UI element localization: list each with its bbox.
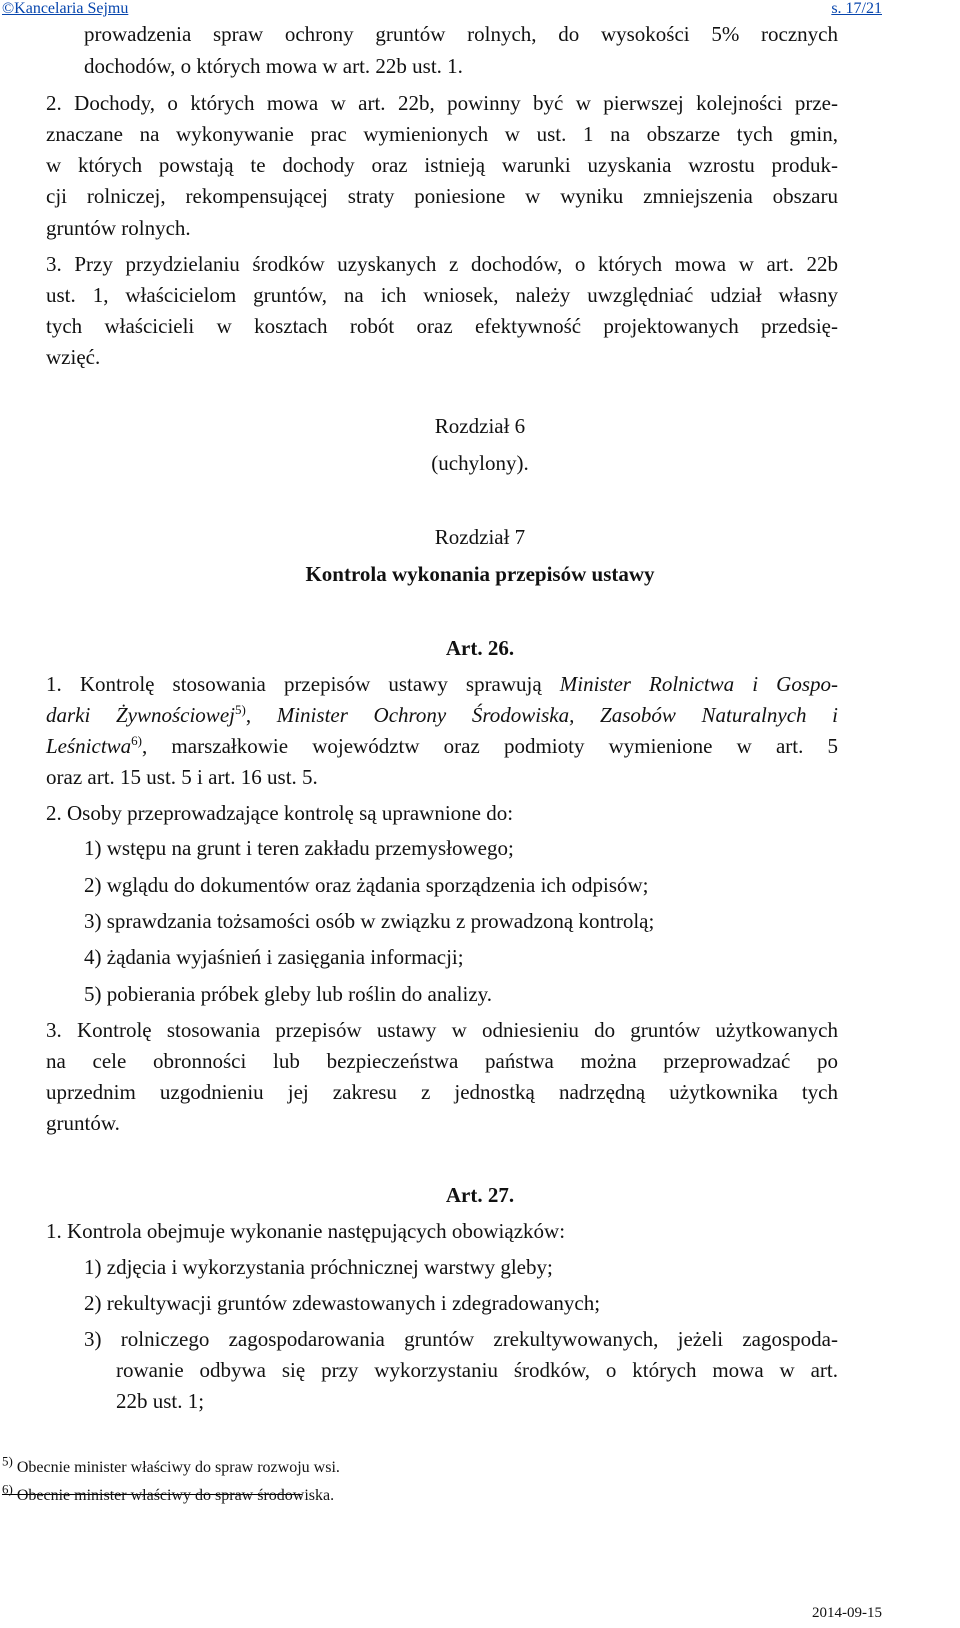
chapter-7-subtitle: Kontrola wykonania przepisów ustawy [305, 562, 655, 586]
art26-p1-line3 [46, 734, 838, 759]
text-run-italic: Minister Rolnictwa i Gospo- [559, 672, 838, 696]
article-26-title: Art. 26. [445, 636, 515, 660]
text-run-italic: darki Żywnościowej [46, 703, 235, 727]
text-line: na cele obronności lub bezpieczeństwa państwa można przeprowadzać po [46, 1049, 838, 1073]
text-run: , marszałkowie województw oraz podmioty wymienione w art. 5 [142, 734, 838, 758]
text-line: gruntów. [46, 1111, 120, 1135]
text-line: dochodów, o których mowa w art. 22b ust. 1. [84, 54, 463, 78]
chapter-7-title: Rozdział 7 [434, 525, 526, 549]
text-line: 3. Kontrolę stosowania przepisów ustawy w odniesieniu do gruntów użytkowanych [46, 1018, 838, 1042]
text-run-italic: Leśnictwa [46, 734, 132, 758]
list-item: 2) rekultywacji gruntów zdewastowanych i zdegradowanych; [84, 1291, 601, 1315]
text-run: , [245, 703, 277, 727]
text-run: 1. Kontrolę stosowania przepisów ustawy sprawują [46, 672, 560, 696]
text-line: tych właścicieli w kosztach robót oraz efektywność projektowanych przedsię- [46, 314, 838, 338]
text-line: gruntów rolnych. [46, 216, 191, 240]
document-date: 2014-09-15 [812, 1605, 882, 1621]
text-line: 2. Osoby przeprowadzające kontrolę są uprawnione do: [46, 801, 514, 825]
footnote-mark: 6) [2, 1481, 13, 1497]
text-line: cji rolniczej, rekompensującej straty poniesione w wyniku zmniejszenia obszaru [46, 184, 838, 208]
chapter-6-subtitle: (uchylony). [431, 451, 529, 475]
list-item-continued: rowanie odbywa się przy wykorzystaniu środków, o których mowa w art. [116, 1358, 838, 1382]
text-run-italic: Minister Ochrony Środowiska, Zasobów Naturalnych i [276, 703, 839, 727]
text-line: ust. 1, właścicielom gruntów, na ich wniosek, należy uwzględniać udział własny [46, 283, 838, 307]
footnote-ref-5[interactable]: 5) [234, 702, 246, 717]
list-item: 2) wglądu do dokumentów oraz żądania sporządzenia ich odpisów; [84, 873, 649, 897]
list-item: 4) żądania wyjaśnień i zasięgania informacji; [84, 945, 464, 969]
text-line: oraz art. 15 ust. 5 i art. 16 ust. 5. [46, 765, 318, 789]
article-27-title: Art. 27. [445, 1183, 515, 1207]
text-line: w których powstają te dochody oraz istnieją warunki uzyskania wzrostu produk- [46, 153, 838, 177]
page-number[interactable]: s. 17/21 [831, 0, 882, 17]
list-item: 3) rolniczego zagospodarowania gruntów zrekultywowanych, jeżeli zagospoda- [84, 1327, 838, 1351]
text-line: 3. Przy przydzielaniu środków uzyskanych z dochodów, o których mowa w art. 22b [46, 252, 838, 276]
text-line: prowadzenia spraw ochrony gruntów rolnych, do wysokości 5% rocznych [84, 22, 838, 46]
text-line: 2. Dochody, o których mowa w art. 22b, powinny być w pierwszej kolejności prze- [46, 91, 838, 115]
footnote-6 [2, 1481, 335, 1505]
list-item: 3) sprawdzania tożsamości osób w związku z prowadzoną kontrolą; [84, 909, 655, 933]
text-line: wzięć. [46, 345, 101, 369]
footnote-text: Obecnie minister właściwy do spraw rozwoju wsi. [12, 1459, 340, 1476]
list-item: 5) pobierania próbek gleby lub roślin do analizy. [84, 982, 493, 1006]
art26-p1-line2 [46, 703, 838, 728]
list-item: 1) zdjęcia i wykorzystania próchnicznej warstwy gleby; [84, 1255, 553, 1279]
text-line: znaczane na wykonywanie prac wymienionych w ust. 1 na obszarze tych gmin, [46, 122, 838, 146]
footnote-mark: 5) [2, 1453, 13, 1469]
footnote-ref-6[interactable]: 6) [131, 733, 143, 748]
chapter-6-title: Rozdział 6 [434, 414, 526, 438]
list-item-continued: 22b ust. 1; [116, 1389, 205, 1413]
footnote-text: Obecnie minister właściwy do spraw środowiska. [12, 1487, 335, 1504]
footnote-5 [2, 1453, 340, 1477]
header-copyright[interactable]: ©Kancelaria Sejmu [2, 0, 129, 17]
art26-p1-line1 [46, 672, 838, 697]
text-line: uprzednim uzgodnieniu jej zakresu z jednostką nadrzędną użytkownika tych [46, 1080, 838, 1104]
text-line: 1. Kontrola obejmuje wykonanie następujących obowiązków: [46, 1219, 566, 1243]
list-item: 1) wstępu na grunt i teren zakładu przemysłowego; [84, 836, 514, 860]
